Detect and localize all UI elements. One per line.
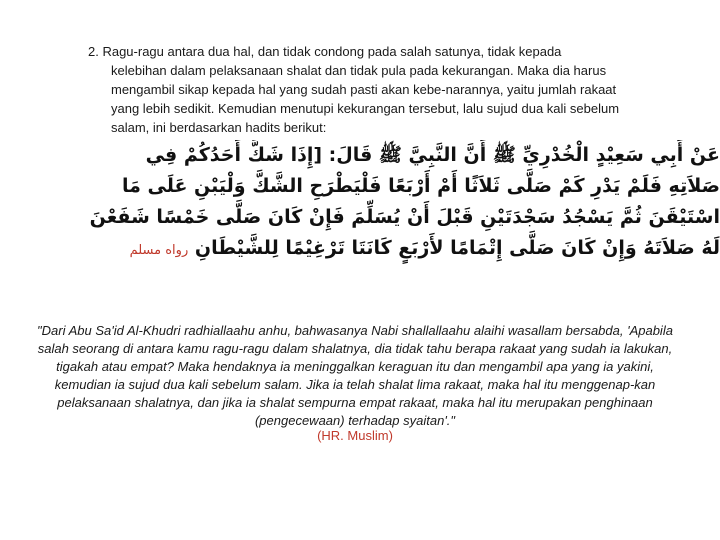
point-continuation: kelebihan dalam pelaksanaan shalat dan tidak pula pada kekurangan. Maka dia harus mengambil sikap kepada hal yang sudah pasti akan kebe-narannya, yaitu jumlah rakaat yang lebih sedikit. Kemudian menutupi kekurangan tersebut, lalu sujud dua kali sebelum salam, ini berdasarkan hadits berikut:: [111, 63, 620, 135]
hadith-arabic-body: عَنْ أَبِي سَعِيْدٍ الْخُدْرِيِّ ﷺ أَنَّ النَّبِيَّ ﷺ قَالَ: [إِذَا شَكَّ أَحَدُكُمْ فِي صَلاَتِهِ فَلَمْ يَدْرِ كَمْ صَلَّى ثَلاَثًا أَمْ أَرْبَعًا فَلْيَطْرَحِ الشَّكَّ وَلْيَبْنِ عَلَى مَا اسْتَيْقَنَ ثُمَّ يَسْجُدُ سَجْدَتَيْنِ قَبْلَ أَنْ يُسَلِّمَ فَإِنْ كَانَ صَلَّى خَمْسًا شَفَعْنَ لَهُ صَلاَتَهُ وَإِنْ كَانَ صَلَّى إِتْمَامًا لأَرْبَعٍ كَانَتَا تَرْغِيْمًا لِلشَّيْطَانِ: [89, 144, 720, 259]
hadith-source: (HR. Muslim): [317, 428, 393, 443]
hadith-translation: "Dari Abu Sa'id Al-Khudri radhiallaahu anhu, bahwasanya Nabi shallallaahu alaihi wasallam bersabda, 'Apabila salah seorang di antara kamu ragu-ragu dalam shalatnya, dia tidak tahu berapa rakaat yang sudah ia lakukan, tigakah atau empat? Maka hendaknya ia meninggalkan keraguan itu dan mengambil apa yang ia yakini, kemudian ia sujud dua kali sebelum salam. Jika ia telah shalat lima rakaat, maka hal itu menggenap-kan pelaksanaan shalatnya, dan jika ia shalat sempurna empat rakaat, maka hal itu merupakan penghinaan (pengecewaan) terhadap syaitan'.": [37, 323, 673, 428]
point-first-line: 2. Ragu-ragu antara dua hal, dan tidak condong pada salah satunya, tidak kepada: [88, 44, 562, 59]
hadith-narrator: رواه مسلم: [129, 243, 189, 258]
numbered-point: [88, 42, 628, 137]
hadith-arabic-text: [88, 140, 720, 290]
